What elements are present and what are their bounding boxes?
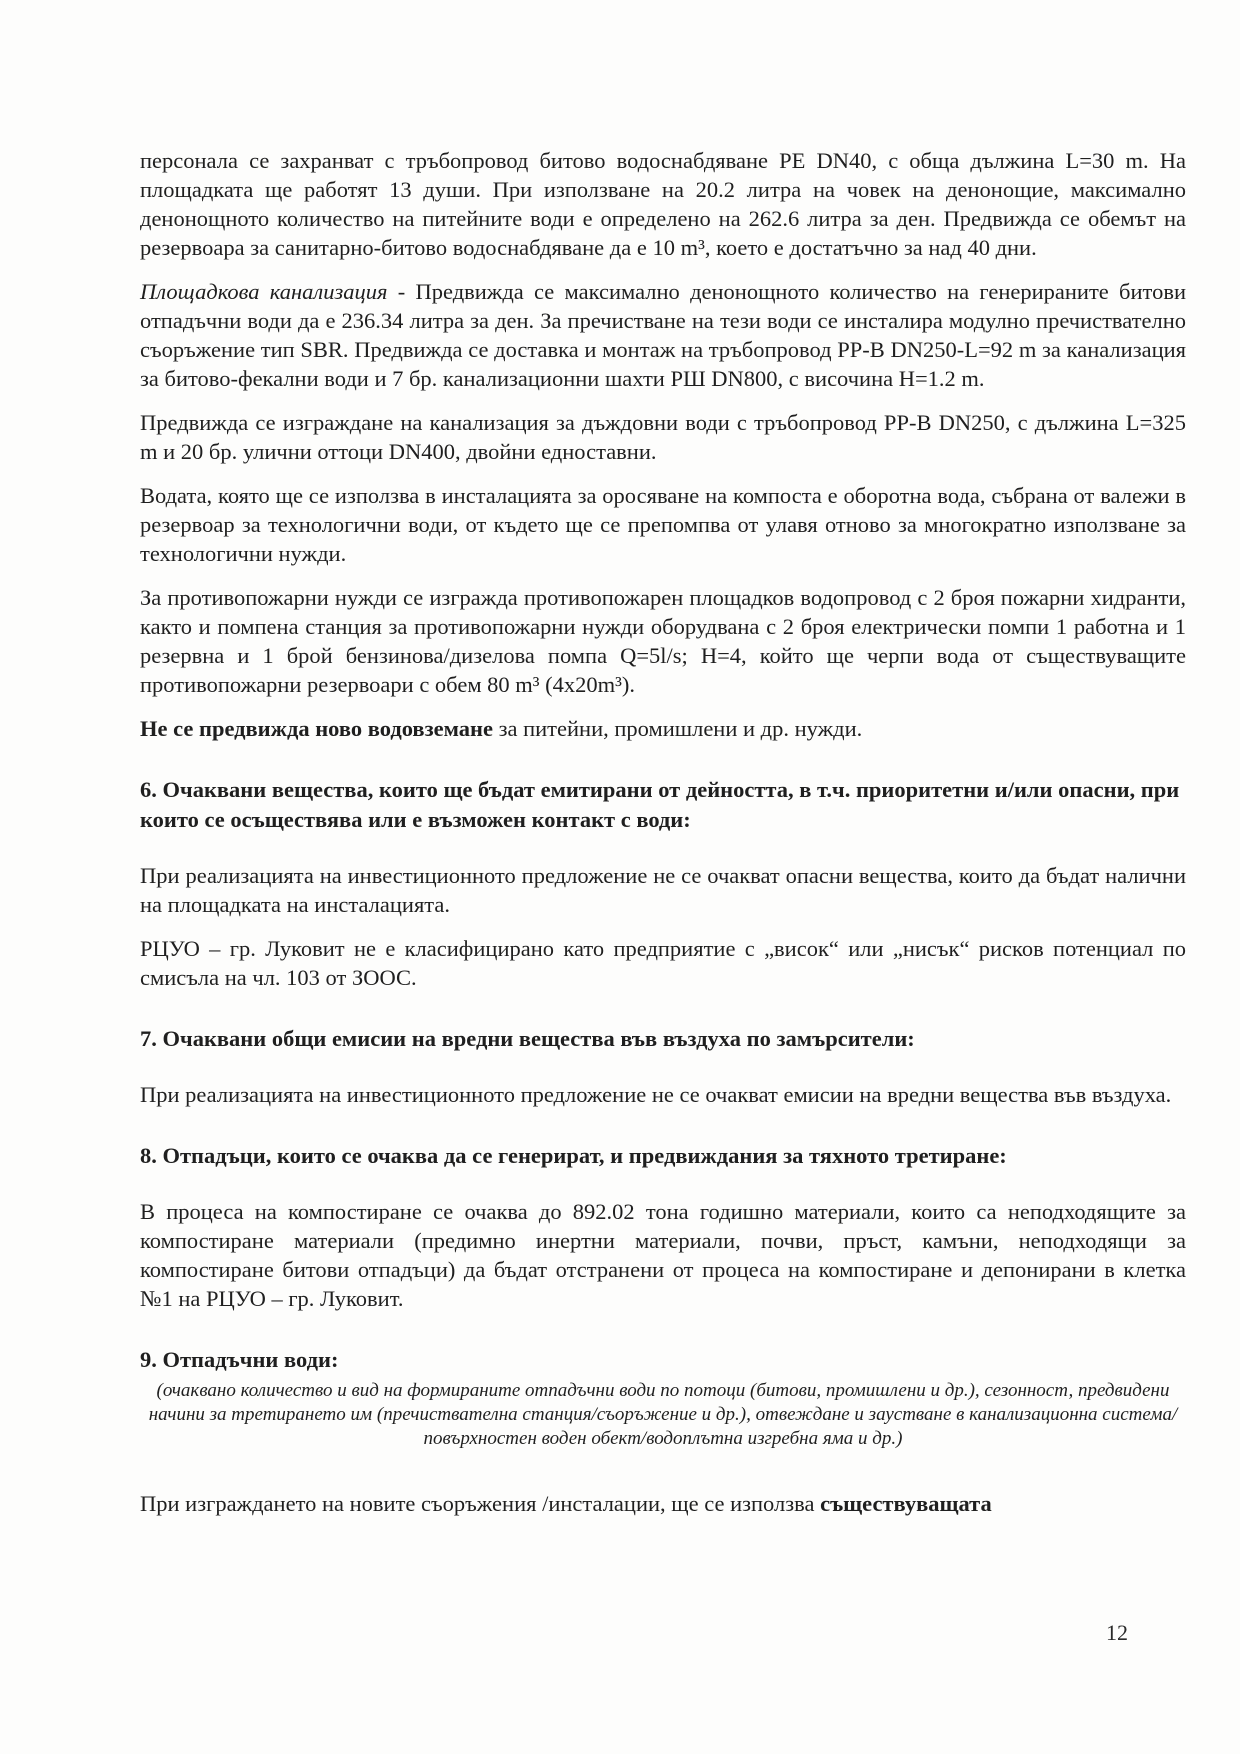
- paragraph-text: РЦУО – гр. Луковит не е класифицирано като предприятие с „висок“ или „нисък“ рисков потенциал по смисъла на чл. 103 от ЗООС.: [140, 936, 1186, 990]
- paragraph-text: При изграждането на новите съоръжения /инсталации, ще се използва: [140, 1491, 821, 1516]
- section-6-heading: [140, 775, 1186, 835]
- paragraph-text: В процеса на компостиране се очаква до 892.02 тона годишно материали, които са неподходящите за компостиране материали (предимно инертни материали, почви, пръст, камъни, неподходящи за компостиране битови отпадъци) да бъдат отстранени от процеса на компостиране и депонирани в клетка №1 на РЦУО – гр. Луковит.: [140, 1199, 1186, 1311]
- paragraph-no-hazardous-substances: [140, 861, 1186, 919]
- paragraph-no-new-abstraction: [140, 714, 1186, 743]
- section-8-heading: [140, 1141, 1186, 1171]
- paragraph-bold-lead: Не се предвижда ново водовземане: [140, 716, 493, 741]
- paragraph-text: Водата, която ще се използва в инсталацията за оросяване на компоста е оборотна вода, събрана от валежи в резервоар за технологични води, от където ще се препомпва от улавя отново за многократно използване за технологични нужди.: [140, 483, 1186, 566]
- paragraph-no-air-emissions: [140, 1080, 1186, 1109]
- heading-text: 6. Очаквани вещества, които ще бъдат емитирани от дейността, в т.ч. приоритетни и/или опасни, при които се осъществява или е възможен контакт с води:: [140, 777, 1180, 832]
- paragraph-fire-protection: [140, 583, 1186, 699]
- section-9-heading: [140, 1345, 1186, 1375]
- paragraph-text: При реализацията на инвестиционното предложение не се очакват опасни вещества, които да бъдат налични на площадката на инсталацията.: [140, 863, 1186, 917]
- paragraph-existing-infrastructure: [140, 1489, 1186, 1518]
- paragraph-lead-italic: Площадкова канализация: [140, 279, 388, 304]
- heading-text: 9. Отпадъчни води:: [140, 1347, 339, 1372]
- paragraph-water-supply: [140, 146, 1186, 262]
- paragraph-bold-tail: съществуващата: [820, 1491, 992, 1516]
- page-number: 12: [1106, 1620, 1128, 1645]
- paragraph-composting-waste: [140, 1197, 1186, 1313]
- paragraph-text: за питейни, промишлени и др. нужди.: [492, 716, 863, 741]
- paragraph-risk-classification: [140, 934, 1186, 992]
- heading-text: 7. Очаквани общи емисии на вредни вещества във въздуха по замърсители:: [140, 1026, 915, 1051]
- section-7-heading: [140, 1024, 1186, 1054]
- document-body: [140, 146, 1186, 1533]
- paragraph-text: Предвижда се изграждане на канализация за дъждовни води с тръбопровод PP-B DN250, с дължина L=325 m и 20 бр. улични оттоци DN400, двойни едноставни.: [140, 410, 1186, 464]
- paragraph-text: При реализацията на инвестиционното предложение не се очакват емисии на вредни вещества във въздуха.: [140, 1082, 1172, 1107]
- paragraph-recycled-water: [140, 481, 1186, 568]
- paragraph-site-sewerage: [140, 277, 1186, 393]
- heading-text: 8. Отпадъци, които се очаква да се генерират, и предвиждания за тяхното третиране:: [140, 1143, 1007, 1168]
- paragraph-text: - Предвижда се максимално денонощното количество на генерираните битови отпадъчни води да е 236.34 литра за ден. За пречистване на тези води се инсталира модулно пречиствателно съоръжение тип SBR. Предвижда се доставка и монтаж на тръбопровод PP-B DN250-L=92 m за канализация за битово-фекални води и 7 бр. канализационни шахти РШ DN800, с височина H=1.2 m.: [140, 279, 1186, 391]
- paragraph-rainwater-sewerage: [140, 408, 1186, 466]
- paragraph-text: За противопожарни нужди се изгражда противопожарен площадков водопровод с 2 броя пожарни хидранти, както и помпена станция за противопожарни нужди оборудвана с 2 броя електрически помпи 1 работна и 1 резервна и 1 брой бензинова/дизелова помпа Q=5l/s; H=4, който ще черпи вода от съществуващите противопожарни резервоари с обем 80 m³ (4x20m³).: [140, 585, 1186, 697]
- paragraph-text: персонала се захранват с тръбопровод битово водоснабдяване PE DN40, с обща дължина L=30 m. На площадката ще работят 13 души. При използване на 20.2 литра на човек на денонощие, максимално денонощното количество на питейните води е определено на 262.6 литра за ден. Предвижда се обемът на резервоара за санитарно-битово водоснабдяване да е 10 m³, което е достатъчно за над 40 дни.: [140, 148, 1186, 260]
- note-text: (очаквано количество и вид на формираните отпадъчни води по потоци (битови, промишлени и др.), сезонност, предвидени начини за третирането им (пречиствателна станция/съоръжение и др.), отвеждане и заустване в канализационна система/повърхностен воден обект/водоплътна изгребна яма и др.): [148, 1380, 1178, 1449]
- section-9-note: [140, 1379, 1186, 1451]
